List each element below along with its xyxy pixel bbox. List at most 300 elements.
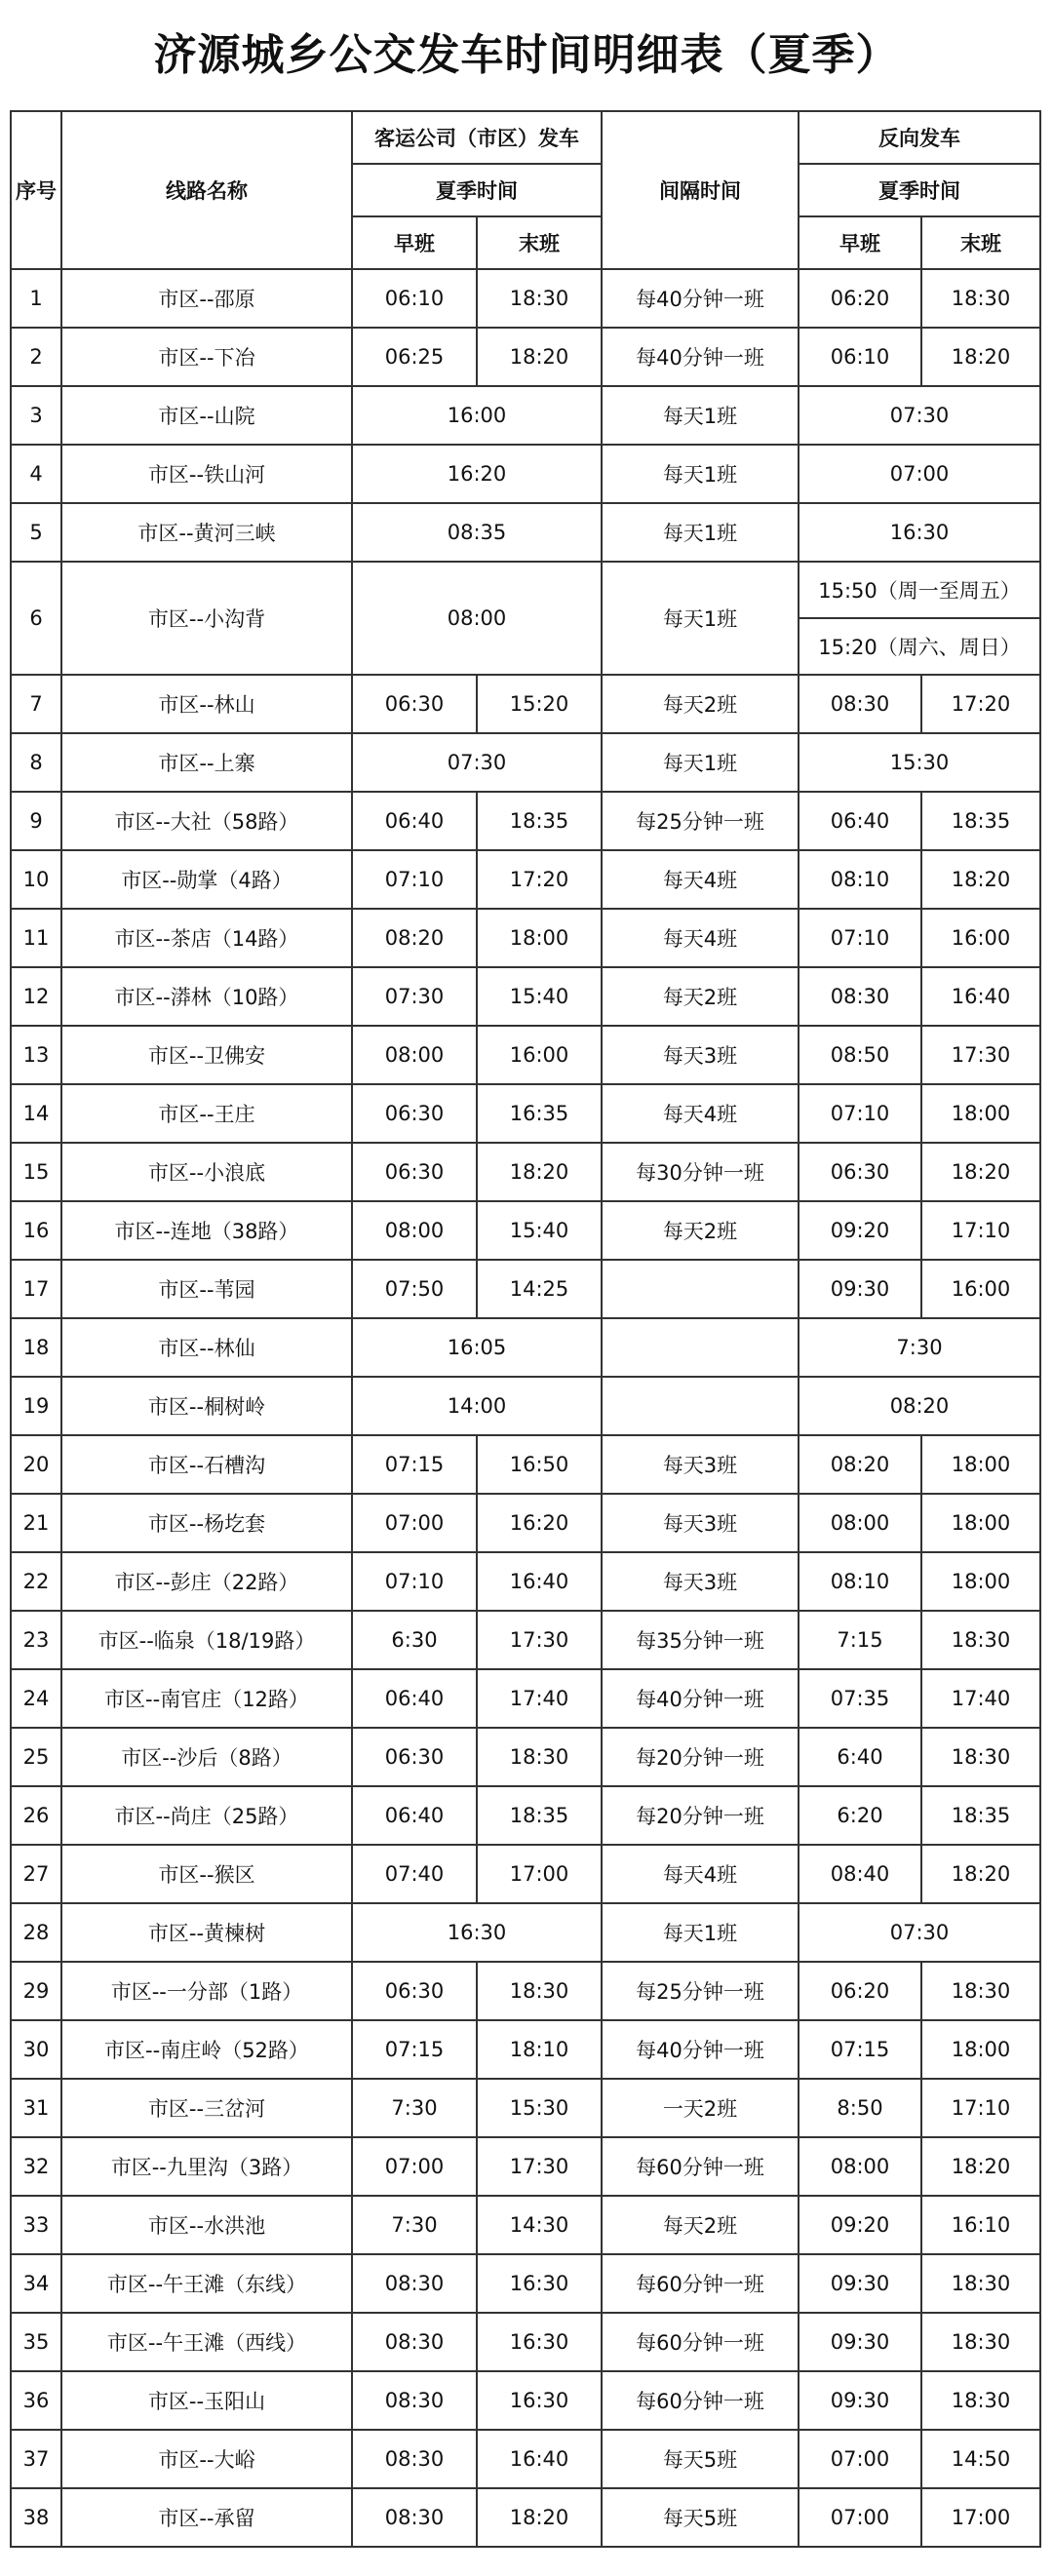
- return-first: 09:30: [799, 1260, 921, 1318]
- table-row: [11, 328, 1040, 386]
- table-row: [11, 792, 1040, 850]
- return-last: 18:30: [921, 2254, 1040, 2313]
- route-name: 市区--水洪池: [61, 2196, 352, 2254]
- row-number: 16: [11, 1201, 61, 1260]
- row-number: 34: [11, 2254, 61, 2313]
- interval: 每天2班: [602, 967, 799, 1026]
- row-number: 15: [11, 1143, 61, 1201]
- interval: 每天2班: [602, 2196, 799, 2254]
- row-number: 11: [11, 909, 61, 967]
- route-name: 市区--下冶: [61, 328, 352, 386]
- outbound-first: 06:40: [352, 1669, 477, 1728]
- row-number: 37: [11, 2430, 61, 2488]
- outbound-last: 17:30: [477, 1611, 602, 1669]
- outbound-last: 16:30: [477, 2254, 602, 2313]
- interval: 每天3班: [602, 1494, 799, 1552]
- return-first: 06:30: [799, 1143, 921, 1201]
- interval: [602, 1260, 799, 1318]
- row-number: 32: [11, 2137, 61, 2196]
- outbound-last: 16:30: [477, 2371, 602, 2430]
- row-number: 25: [11, 1728, 61, 1786]
- table-row: [11, 2430, 1040, 2488]
- interval: [602, 1318, 799, 1377]
- table-row: [11, 1201, 1040, 1260]
- return-first: 8:50: [799, 2079, 921, 2137]
- header-last-return: 末班: [921, 216, 1040, 269]
- table-row: [11, 675, 1040, 733]
- outbound-time: 07:30: [352, 733, 602, 792]
- table-row: [11, 1611, 1040, 1669]
- table-row: [11, 850, 1040, 909]
- row-number: 6: [11, 562, 61, 675]
- header-summer-time-return: 夏季时间: [799, 164, 1040, 216]
- return-last: 18:20: [921, 850, 1040, 909]
- table-row: [11, 1845, 1040, 1903]
- return-first: 08:00: [799, 1494, 921, 1552]
- table-row: [11, 269, 1040, 328]
- return-time: 07:30: [799, 1903, 1040, 1962]
- interval: 每20分钟一班: [602, 1786, 799, 1845]
- route-name: 市区--漭林（10路）: [61, 967, 352, 1026]
- table-row: [11, 2371, 1040, 2430]
- header-seq: 序号: [11, 111, 61, 269]
- route-name: 市区--山院: [61, 386, 352, 445]
- return-first: 09:30: [799, 2254, 921, 2313]
- header-return: 反向发车: [799, 111, 1040, 164]
- outbound-last: 17:30: [477, 2137, 602, 2196]
- return-first: 09:30: [799, 2313, 921, 2371]
- return-last: 18:20: [921, 1143, 1040, 1201]
- return-last: 18:20: [921, 1845, 1040, 1903]
- return-last: 16:00: [921, 909, 1040, 967]
- outbound-last: 15:40: [477, 1201, 602, 1260]
- return-last: 17:00: [921, 2488, 1040, 2547]
- interval: 每天3班: [602, 1435, 799, 1494]
- row-number: 18: [11, 1318, 61, 1377]
- outbound-first: 08:30: [352, 2430, 477, 2488]
- outbound-first: 08:30: [352, 2254, 477, 2313]
- row-number: 3: [11, 386, 61, 445]
- outbound-last: 18:35: [477, 792, 602, 850]
- header-summer-time: 夏季时间: [352, 164, 602, 216]
- return-first: 09:20: [799, 2196, 921, 2254]
- table-row: [11, 2137, 1040, 2196]
- outbound-first: 08:30: [352, 2488, 477, 2547]
- table-row: [11, 2488, 1040, 2547]
- return-last: 18:20: [921, 328, 1040, 386]
- return-first: 07:35: [799, 1669, 921, 1728]
- row-number: 23: [11, 1611, 61, 1669]
- return-last: 18:00: [921, 2020, 1040, 2079]
- return-last: 18:35: [921, 792, 1040, 850]
- route-name: 市区--三岔河: [61, 2079, 352, 2137]
- outbound-first: 06:40: [352, 792, 477, 850]
- row-number: 5: [11, 503, 61, 562]
- outbound-first: 06:30: [352, 1728, 477, 1786]
- row-number: 31: [11, 2079, 61, 2137]
- interval: [602, 1377, 799, 1435]
- route-name: 市区--卫佛安: [61, 1026, 352, 1084]
- row-number: 12: [11, 967, 61, 1026]
- outbound-first: 07:10: [352, 850, 477, 909]
- table-row: [11, 733, 1040, 792]
- interval: 每30分钟一班: [602, 1143, 799, 1201]
- return-first: 08:30: [799, 967, 921, 1026]
- return-first: 07:00: [799, 2488, 921, 2547]
- outbound-first: 7:30: [352, 2079, 477, 2137]
- route-name: 市区--连地（38路）: [61, 1201, 352, 1260]
- return-first: 6:20: [799, 1786, 921, 1845]
- interval: 每25分钟一班: [602, 1962, 799, 2020]
- outbound-last: 18:30: [477, 269, 602, 328]
- row-number: 14: [11, 1084, 61, 1143]
- return-time: 07:30: [799, 386, 1040, 445]
- outbound-last: 18:00: [477, 909, 602, 967]
- route-name: 市区--黄河三峡: [61, 503, 352, 562]
- outbound-first: 06:25: [352, 328, 477, 386]
- interval: 每40分钟一班: [602, 328, 799, 386]
- outbound-time: 14:00: [352, 1377, 602, 1435]
- interval: 每天4班: [602, 850, 799, 909]
- outbound-first: 08:20: [352, 909, 477, 967]
- route-name: 市区--玉阳山: [61, 2371, 352, 2430]
- route-name: 市区--邵原: [61, 269, 352, 328]
- outbound-last: 16:35: [477, 1084, 602, 1143]
- return-first: 07:00: [799, 2430, 921, 2488]
- route-name: 市区--沙后（8路）: [61, 1728, 352, 1786]
- interval: 每天2班: [602, 1201, 799, 1260]
- outbound-last: 14:30: [477, 2196, 602, 2254]
- row-number: 22: [11, 1552, 61, 1611]
- interval: 每天4班: [602, 1845, 799, 1903]
- outbound-last: 18:10: [477, 2020, 602, 2079]
- return-last: 18:35: [921, 1786, 1040, 1845]
- outbound-last: 18:20: [477, 2488, 602, 2547]
- table-row: [11, 562, 1040, 618]
- return-last: 18:20: [921, 2137, 1040, 2196]
- table-row: [11, 1494, 1040, 1552]
- return-time: 07:00: [799, 445, 1040, 503]
- header-route: 线路名称: [61, 111, 352, 269]
- return-first: 08:20: [799, 1435, 921, 1494]
- outbound-first: 06:30: [352, 1084, 477, 1143]
- table-row: [11, 386, 1040, 445]
- table-row: [11, 445, 1040, 503]
- outbound-last: 16:00: [477, 1026, 602, 1084]
- outbound-last: 16:20: [477, 1494, 602, 1552]
- table-row: [11, 1260, 1040, 1318]
- route-name: 市区--午王滩（东线）: [61, 2254, 352, 2313]
- return-time: 7:30: [799, 1318, 1040, 1377]
- header-outbound: 客运公司（市区）发车: [352, 111, 602, 164]
- route-name: 市区--杨圪套: [61, 1494, 352, 1552]
- interval: 每天1班: [602, 386, 799, 445]
- table-row: [11, 1728, 1040, 1786]
- interval: 每35分钟一班: [602, 1611, 799, 1669]
- header-first: 早班: [352, 216, 477, 269]
- table-row: [11, 2313, 1040, 2371]
- outbound-last: 17:00: [477, 1845, 602, 1903]
- return-last: 18:30: [921, 1962, 1040, 2020]
- return-time: 16:30: [799, 503, 1040, 562]
- row-number: 35: [11, 2313, 61, 2371]
- table-row: [11, 1552, 1040, 1611]
- outbound-time: 16:00: [352, 386, 602, 445]
- table-row: [11, 1377, 1040, 1435]
- route-name: 市区--上寨: [61, 733, 352, 792]
- row-number: 29: [11, 1962, 61, 2020]
- route-name: 市区--大峪: [61, 2430, 352, 2488]
- outbound-first: 07:15: [352, 1435, 477, 1494]
- table-row: [11, 1962, 1040, 2020]
- row-number: 24: [11, 1669, 61, 1728]
- route-name: 市区--铁山河: [61, 445, 352, 503]
- interval: 每天4班: [602, 1084, 799, 1143]
- table-row: [11, 1435, 1040, 1494]
- outbound-time: 16:20: [352, 445, 602, 503]
- outbound-last: 15:20: [477, 675, 602, 733]
- return-last: 14:50: [921, 2430, 1040, 2488]
- route-name: 市区--彭庄（22路）: [61, 1552, 352, 1611]
- interval: 每天5班: [602, 2488, 799, 2547]
- route-name: 市区--林仙: [61, 1318, 352, 1377]
- outbound-last: 18:35: [477, 1786, 602, 1845]
- outbound-first: 6:30: [352, 1611, 477, 1669]
- return-time-weekday: 15:50（周一至周五）: [799, 562, 1040, 618]
- header-interval: 间隔时间: [602, 111, 799, 269]
- route-name: 市区--九里沟（3路）: [61, 2137, 352, 2196]
- table-row: [11, 2020, 1040, 2079]
- outbound-last: 16:30: [477, 2313, 602, 2371]
- outbound-last: 15:40: [477, 967, 602, 1026]
- page-title: 济源城乡公交发车时间明细表（夏季）: [153, 30, 900, 80]
- outbound-last: 15:30: [477, 2079, 602, 2137]
- row-number: 20: [11, 1435, 61, 1494]
- table-row: [11, 1786, 1040, 1845]
- table-row: [11, 1669, 1040, 1728]
- return-first: 08:30: [799, 675, 921, 733]
- interval: 每天1班: [602, 733, 799, 792]
- interval: 每20分钟一班: [602, 1728, 799, 1786]
- table-row: [11, 2079, 1040, 2137]
- return-last: 18:00: [921, 1552, 1040, 1611]
- return-first: 09:30: [799, 2371, 921, 2430]
- outbound-last: 18:20: [477, 1143, 602, 1201]
- outbound-first: 08:30: [352, 2371, 477, 2430]
- outbound-time: 16:30: [352, 1903, 602, 1962]
- return-first: 06:20: [799, 1962, 921, 2020]
- row-number: 1: [11, 269, 61, 328]
- route-name: 市区--临泉（18/19路）: [61, 1611, 352, 1669]
- row-number: 33: [11, 2196, 61, 2254]
- outbound-first: 08:00: [352, 1026, 477, 1084]
- return-last: 17:10: [921, 1201, 1040, 1260]
- outbound-last: 18:30: [477, 1728, 602, 1786]
- row-number: 8: [11, 733, 61, 792]
- row-number: 36: [11, 2371, 61, 2430]
- table-row: [11, 909, 1040, 967]
- row-number: 4: [11, 445, 61, 503]
- table-row: [11, 1318, 1040, 1377]
- table-row: [11, 2254, 1040, 2313]
- row-number: 2: [11, 328, 61, 386]
- row-number: 7: [11, 675, 61, 733]
- return-last: 18:30: [921, 1611, 1040, 1669]
- row-number: 38: [11, 2488, 61, 2547]
- return-time: 15:30: [799, 733, 1040, 792]
- route-name: 市区--茶店（14路）: [61, 909, 352, 967]
- route-name: 市区--桐树岭: [61, 1377, 352, 1435]
- return-first: 08:40: [799, 1845, 921, 1903]
- return-last: 16:10: [921, 2196, 1040, 2254]
- outbound-last: 17:40: [477, 1669, 602, 1728]
- return-last: 18:30: [921, 1728, 1040, 1786]
- outbound-first: 07:30: [352, 967, 477, 1026]
- row-number: 27: [11, 1845, 61, 1903]
- route-name: 市区--石槽沟: [61, 1435, 352, 1494]
- return-first: 07:10: [799, 1084, 921, 1143]
- interval: 每天1班: [602, 445, 799, 503]
- outbound-last: 17:20: [477, 850, 602, 909]
- outbound-first: 06:30: [352, 1962, 477, 2020]
- interval: 每25分钟一班: [602, 792, 799, 850]
- route-name: 市区--承留: [61, 2488, 352, 2547]
- table-row: [11, 1903, 1040, 1962]
- return-last: 17:30: [921, 1026, 1040, 1084]
- outbound-last: 16:40: [477, 1552, 602, 1611]
- return-first: 06:40: [799, 792, 921, 850]
- header-last: 末班: [477, 216, 602, 269]
- route-name: 市区--小沟背: [61, 562, 352, 675]
- return-first: 06:10: [799, 328, 921, 386]
- table-row: [11, 1143, 1040, 1201]
- return-first: 7:15: [799, 1611, 921, 1669]
- return-last: 18:00: [921, 1494, 1040, 1552]
- interval: 每40分钟一班: [602, 269, 799, 328]
- outbound-last: 18:20: [477, 328, 602, 386]
- interval: 每60分钟一班: [602, 2137, 799, 2196]
- interval: 每天3班: [602, 1552, 799, 1611]
- return-first: 08:00: [799, 2137, 921, 2196]
- interval: 每天2班: [602, 675, 799, 733]
- outbound-last: 16:50: [477, 1435, 602, 1494]
- interval: 每天4班: [602, 909, 799, 967]
- outbound-first: 06:10: [352, 269, 477, 328]
- row-number: 9: [11, 792, 61, 850]
- return-last: 16:40: [921, 967, 1040, 1026]
- outbound-time: 08:35: [352, 503, 602, 562]
- return-last: 16:00: [921, 1260, 1040, 1318]
- route-name: 市区--小浪底: [61, 1143, 352, 1201]
- table-row: [11, 1026, 1040, 1084]
- return-first: 09:20: [799, 1201, 921, 1260]
- return-first: 07:10: [799, 909, 921, 967]
- interval: 每40分钟一班: [602, 1669, 799, 1728]
- return-first: 6:40: [799, 1728, 921, 1786]
- return-first: 08:10: [799, 850, 921, 909]
- header-first-return: 早班: [799, 216, 921, 269]
- route-name: 市区--黄楝树: [61, 1903, 352, 1962]
- row-number: 26: [11, 1786, 61, 1845]
- route-name: 市区--苇园: [61, 1260, 352, 1318]
- outbound-first: 07:10: [352, 1552, 477, 1611]
- return-first: 06:20: [799, 269, 921, 328]
- outbound-first: 06:30: [352, 675, 477, 733]
- row-number: 10: [11, 850, 61, 909]
- row-number: 30: [11, 2020, 61, 2079]
- outbound-first: 08:00: [352, 1201, 477, 1260]
- outbound-first: 07:00: [352, 2137, 477, 2196]
- outbound-last: 18:30: [477, 1962, 602, 2020]
- outbound-last: 16:40: [477, 2430, 602, 2488]
- row-number: 19: [11, 1377, 61, 1435]
- route-name: 市区--南庄岭（52路）: [61, 2020, 352, 2079]
- route-name: 市区--一分部（1路）: [61, 1962, 352, 2020]
- route-name: 市区--猴区: [61, 1845, 352, 1903]
- table-row: [11, 967, 1040, 1026]
- row-number: 28: [11, 1903, 61, 1962]
- return-last: 17:40: [921, 1669, 1040, 1728]
- outbound-first: 7:30: [352, 2196, 477, 2254]
- interval: 每60分钟一班: [602, 2313, 799, 2371]
- outbound-last: 14:25: [477, 1260, 602, 1318]
- table-row: [11, 2196, 1040, 2254]
- route-name: 市区--大社（58路）: [61, 792, 352, 850]
- route-name: 市区--午王滩（西线）: [61, 2313, 352, 2371]
- route-name: 市区--尚庄（25路）: [61, 1786, 352, 1845]
- schedule-table: [10, 110, 1041, 2548]
- route-name: 市区--南官庄（12路）: [61, 1669, 352, 1728]
- outbound-time: 08:00: [352, 562, 602, 675]
- outbound-first: 06:30: [352, 1143, 477, 1201]
- return-last: 18:30: [921, 269, 1040, 328]
- return-last: 17:20: [921, 675, 1040, 733]
- table-row: [11, 503, 1040, 562]
- return-time: 08:20: [799, 1377, 1040, 1435]
- return-last: 18:30: [921, 2371, 1040, 2430]
- table-row: [11, 1084, 1040, 1143]
- outbound-time: 16:05: [352, 1318, 602, 1377]
- route-name: 市区--王庄: [61, 1084, 352, 1143]
- outbound-first: 07:00: [352, 1494, 477, 1552]
- interval: 每天1班: [602, 562, 799, 675]
- outbound-first: 06:40: [352, 1786, 477, 1845]
- return-first: 07:15: [799, 2020, 921, 2079]
- row-number: 13: [11, 1026, 61, 1084]
- return-last: 18:30: [921, 2313, 1040, 2371]
- outbound-first: 08:30: [352, 2313, 477, 2371]
- interval: 每天5班: [602, 2430, 799, 2488]
- route-name: 市区--林山: [61, 675, 352, 733]
- return-first: 08:10: [799, 1552, 921, 1611]
- interval: 每40分钟一班: [602, 2020, 799, 2079]
- return-last: 18:00: [921, 1435, 1040, 1494]
- interval: 一天2班: [602, 2079, 799, 2137]
- return-first: 08:50: [799, 1026, 921, 1084]
- row-number: 21: [11, 1494, 61, 1552]
- outbound-first: 07:40: [352, 1845, 477, 1903]
- interval: 每60分钟一班: [602, 2254, 799, 2313]
- interval: 每60分钟一班: [602, 2371, 799, 2430]
- return-time-weekend: 15:20（周六、周日）: [799, 618, 1040, 675]
- return-last: 17:10: [921, 2079, 1040, 2137]
- outbound-first: 07:15: [352, 2020, 477, 2079]
- interval: 每天3班: [602, 1026, 799, 1084]
- route-name: 市区--勋掌（4路）: [61, 850, 352, 909]
- row-number: 17: [11, 1260, 61, 1318]
- interval: 每天1班: [602, 1903, 799, 1962]
- outbound-first: 07:50: [352, 1260, 477, 1318]
